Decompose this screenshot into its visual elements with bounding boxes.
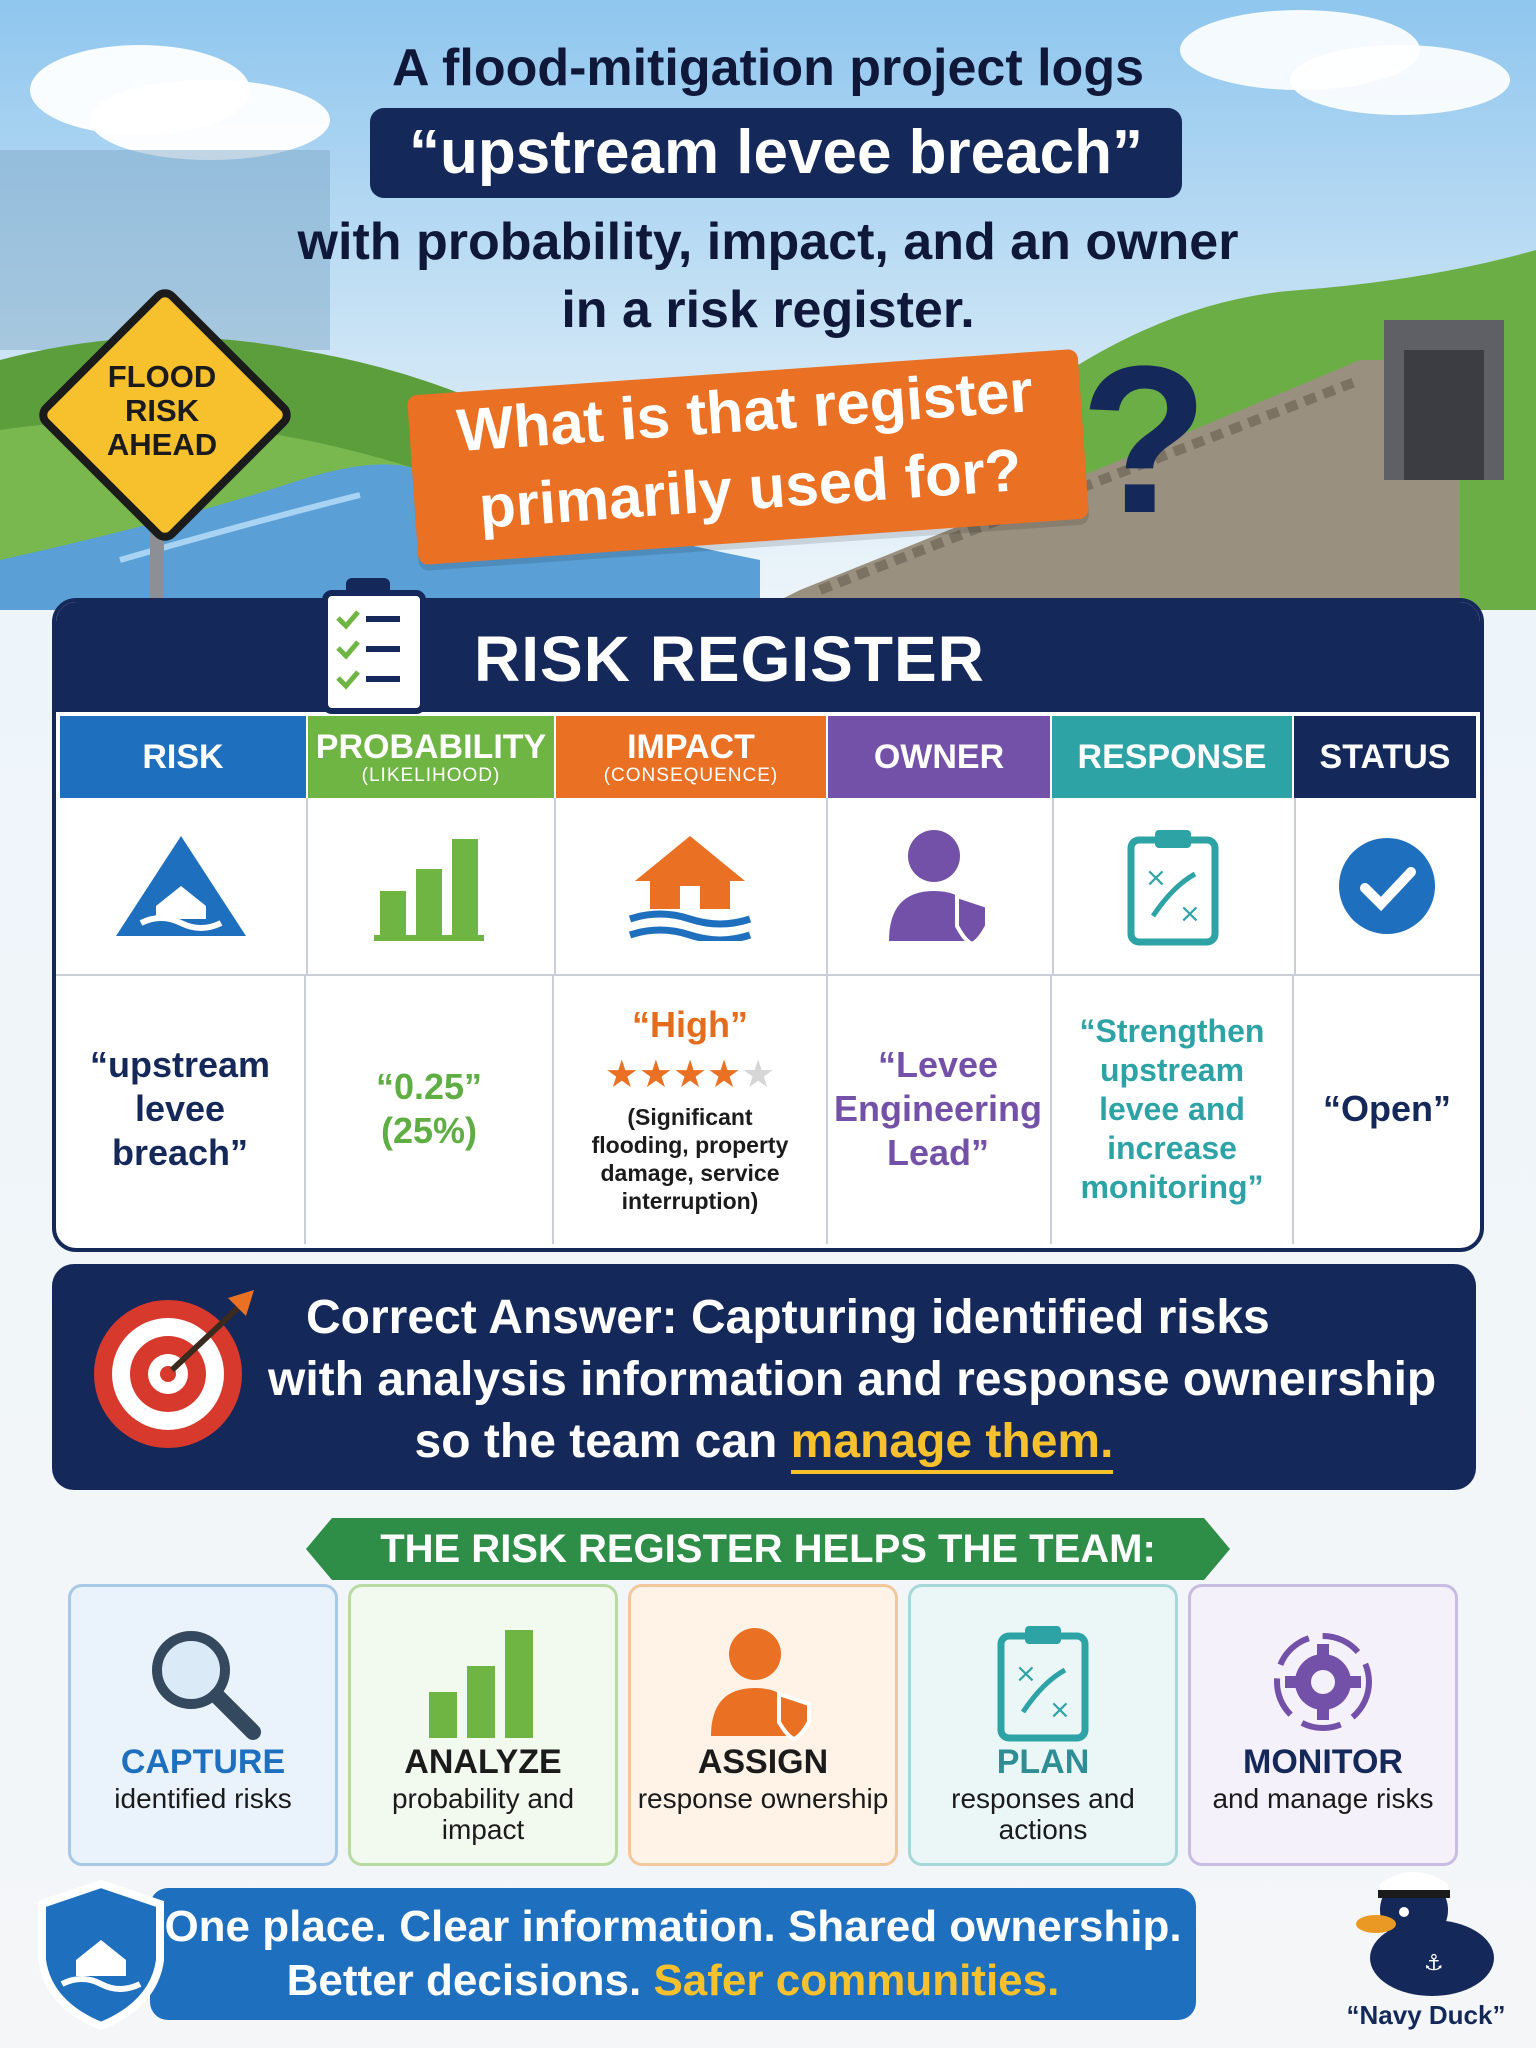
value-owner: “Levee Engineering Lead” [826, 974, 1052, 1244]
answer-line-3 [52, 1414, 1476, 1469]
gear-cycle-icon [1191, 1607, 1455, 1757]
checklist-clipboard-icon [322, 590, 426, 714]
col-header-label: OWNER [873, 738, 1005, 776]
svg-text:×: × [1015, 1659, 1037, 1689]
helps-banner-text: THE RISK REGISTER HELPS THE TEAM: [380, 1527, 1156, 1571]
correct-answer-panel [52, 1264, 1476, 1490]
question-highlight-box [370, 108, 1182, 198]
svg-text:×: × [1049, 1695, 1071, 1725]
star-icon: ★ [604, 1053, 639, 1096]
value-risk: “upstream levee breach” [56, 974, 306, 1244]
value-response: “Strengthen upstream levee and increase monitoring” [1052, 974, 1294, 1244]
col-header-label: RESPONSE [1077, 738, 1267, 776]
bar-chart-icon [351, 1607, 615, 1757]
ask-line-1: What is that register [454, 357, 1035, 465]
owner-person-icon [631, 1607, 895, 1757]
card-title: ASSIGN [697, 1743, 829, 1781]
shield-flood-icon [36, 1880, 166, 2030]
answer-line-2: with analysis information and response owneırship [268, 1353, 1437, 1406]
col-header-owner [828, 716, 1050, 798]
value-impact: “High” [632, 1003, 748, 1045]
strategy-clipboard-icon [1052, 798, 1296, 976]
card-plan [908, 1584, 1178, 1866]
flood-warning-icon [56, 798, 308, 976]
value-impact-cell [554, 974, 828, 1244]
svg-text:×: × [1145, 863, 1167, 893]
flooded-house-icon [554, 798, 828, 976]
question-mark-icon: ? [1080, 322, 1209, 557]
impact-note: (Significant flooding, property damage, service interruption) [591, 1103, 789, 1214]
card-title: CAPTURE [120, 1743, 286, 1781]
star-icon: ★ [741, 1053, 776, 1096]
check-circle-icon [1294, 798, 1480, 976]
star-icon: ★ [707, 1053, 742, 1096]
card-monitor [1188, 1584, 1458, 1866]
register-header [56, 602, 1480, 712]
footer-banner [150, 1888, 1196, 2020]
card-desc: probability and impact [391, 1783, 575, 1845]
sign-line-1: FLOOD [107, 359, 217, 394]
sign-line-2: RISK [124, 393, 200, 428]
card-analyze [348, 1584, 618, 1866]
sign-line-3: AHEAD [106, 427, 218, 462]
card-desc: response ownership [637, 1783, 889, 1814]
answer-highlight: manage them. [791, 1415, 1114, 1474]
svg-text:×: × [1179, 899, 1201, 929]
col-header-sub: (LIKELIHOOD) [361, 765, 501, 786]
col-header-label: IMPACT [627, 728, 755, 766]
impact-rating-stars [605, 1052, 775, 1097]
star-icon: ★ [672, 1053, 708, 1096]
col-header-risk [60, 716, 306, 798]
magnifier-icon [71, 1607, 335, 1757]
question-highlight: “upstream levee breach” [408, 118, 1143, 187]
owner-person-icon [826, 798, 1054, 976]
col-header-response [1052, 716, 1292, 798]
footer-line-2 [150, 1956, 1196, 2006]
card-desc: identified risks [114, 1783, 292, 1814]
card-title: ANALYZE [404, 1743, 562, 1781]
card-desc: and manage risks [1212, 1783, 1434, 1814]
col-header-probability [308, 716, 554, 798]
star-icon: ★ [638, 1053, 673, 1096]
navy-duck-mascot-icon [1352, 1840, 1502, 2000]
col-header-label: PROBABILITY [315, 728, 547, 766]
ask-line-2: primarily used for? [476, 436, 1024, 541]
risk-register-table [52, 598, 1484, 1252]
answer-line-3-text: so the team can [414, 1415, 791, 1468]
warning-sign-text [62, 360, 262, 462]
svg-text:⚓: ⚓ [1424, 1951, 1444, 1976]
card-desc: responses and actions [951, 1783, 1135, 1845]
value-status: “Open” [1322, 1088, 1451, 1129]
footer-highlight: Safer communities. [653, 1956, 1060, 2005]
card-assign [628, 1584, 898, 1866]
mascot-label: “Navy Duck” [1346, 2000, 1506, 2030]
question-line-1: A flood-mitigation project logs [391, 39, 1145, 97]
col-header-label: RISK [142, 738, 224, 776]
footer-line-2-text: Better decisions. [286, 1956, 654, 2005]
col-header-sub: (CONSEQUENCE) [603, 765, 779, 786]
helps-banner [332, 1518, 1204, 1580]
value-probability: “0.25” (25%) [306, 974, 554, 1244]
card-title: MONITOR [1243, 1743, 1403, 1781]
col-header-impact [556, 716, 826, 798]
strategy-clipboard-icon [911, 1607, 1175, 1757]
question-line-3: with probability, impact, and an owner [297, 213, 1239, 271]
register-title: RISK REGISTER [474, 623, 985, 695]
bar-chart-icon [306, 798, 556, 976]
answer-line-1: Correct Answer: Capturing identified risks [306, 1291, 1270, 1344]
col-header-status [1294, 716, 1476, 798]
card-capture [68, 1584, 338, 1866]
col-header-label: STATUS [1319, 738, 1451, 776]
card-title: PLAN [996, 1743, 1090, 1781]
footer-line-1: One place. Clear information. Shared ownership. [164, 1902, 1182, 1951]
question-line-4: in a risk register. [561, 281, 975, 339]
